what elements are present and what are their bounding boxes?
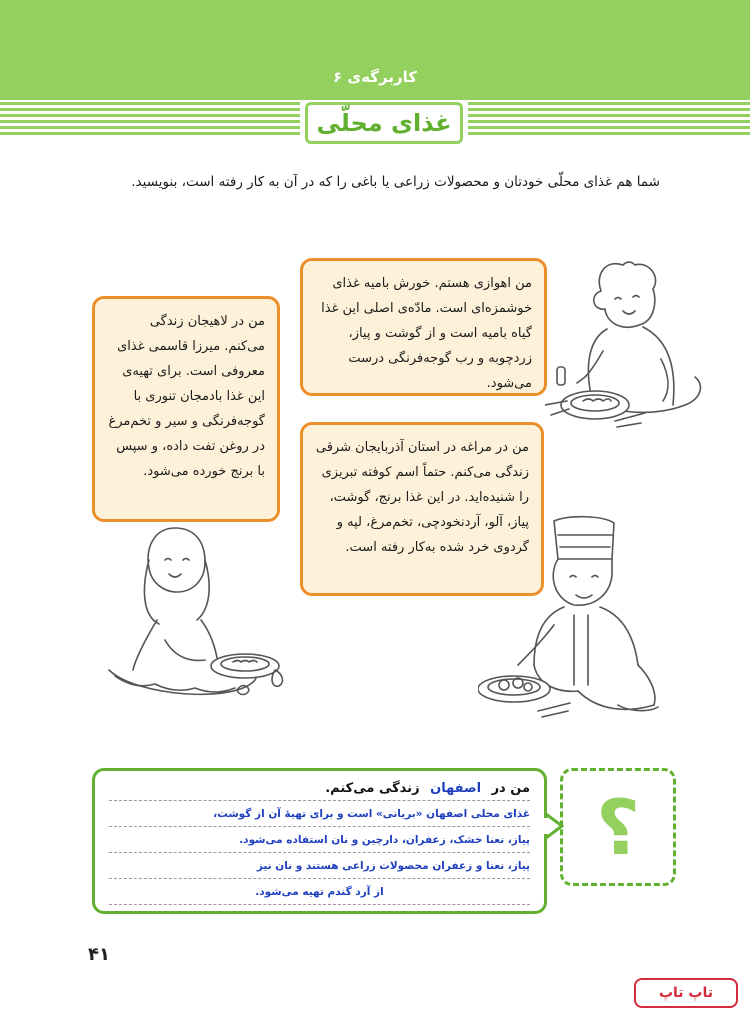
bubble-text-maragheh: من در مراغه در استان آذربایجان شرقی زندگی می‌کنم. حتماً اسم کوفته تبریزی را شنیده‌اید. در این غذا برنج، گوشت، پیاز، آلو، آردنخودچی، تخم‌مرغ، لپه و گردوی خرد شده به‌کار رفته است.	[315, 440, 529, 555]
girl-lahijan-illustration	[105, 520, 300, 710]
page-title: غذای محلّی	[316, 109, 452, 137]
title-box	[305, 102, 463, 144]
answer-line[interactable]: پیاز، نعنا و زعفران محصولات زراعی هستند و نان نیز	[109, 853, 530, 879]
title-stripes-right	[468, 102, 750, 142]
title-stripes-left	[0, 102, 300, 142]
answer-heading	[109, 777, 530, 801]
speech-bubble-ahvaz	[300, 258, 547, 396]
speech-bubble-lahijan	[92, 296, 280, 522]
question-box	[560, 768, 676, 886]
bubble-text-lahijan: من در لاهیجان زندگی می‌کنم. میرزا قاسمی غذای معروفی است. برای تهیه‌ی این غذا بادمجان تنوری با گوجه‌فرنگی و سیر و تخم‌مرغ در روغن تفت داده، و سپس با برنج خورده می‌شود.	[108, 314, 265, 479]
answer-prefix: من در	[491, 781, 530, 796]
answer-box	[92, 768, 547, 914]
brand-badge: تاپ تاپ	[634, 978, 738, 1008]
worksheet-label: کاربرگه‌ی ۶	[333, 68, 417, 86]
boy-ahvaz-illustration	[545, 255, 725, 445]
page-number: ۴۱	[88, 944, 110, 965]
instruction-text: شما هم غذای محلّی خودتان و محصولات زراعی یا باغی را که در آن به کار رفته است، بنویسید.	[131, 174, 660, 190]
answer-line[interactable]: پیاز، نعنا خشک، زعفران، دارچین و نان استفاده می‌شود.	[109, 827, 530, 853]
bubble-text-ahvaz: من اهوازی هستم. خورش بامیه غذای خوشمزه‌ای است. مادّه‌ی اصلی این غذا گیاه بامیه است و از گوشت و پیاز، زردچوبه و رب گوجه‌فرنگی درست می‌شود.	[321, 276, 532, 391]
question-mark-icon: ؟	[595, 782, 641, 872]
answer-line[interactable]: غذای محلی اصفهان «بریانی» است و برای تهیهٔ آن از گوشت،	[109, 801, 530, 827]
man-maragheh-illustration	[478, 515, 678, 740]
answer-city[interactable]: اصفهان	[430, 781, 482, 796]
answer-line[interactable]: از آرد گندم تهیه می‌شود.	[109, 879, 530, 905]
answer-suffix: زندگی می‌کنم.	[325, 781, 420, 796]
